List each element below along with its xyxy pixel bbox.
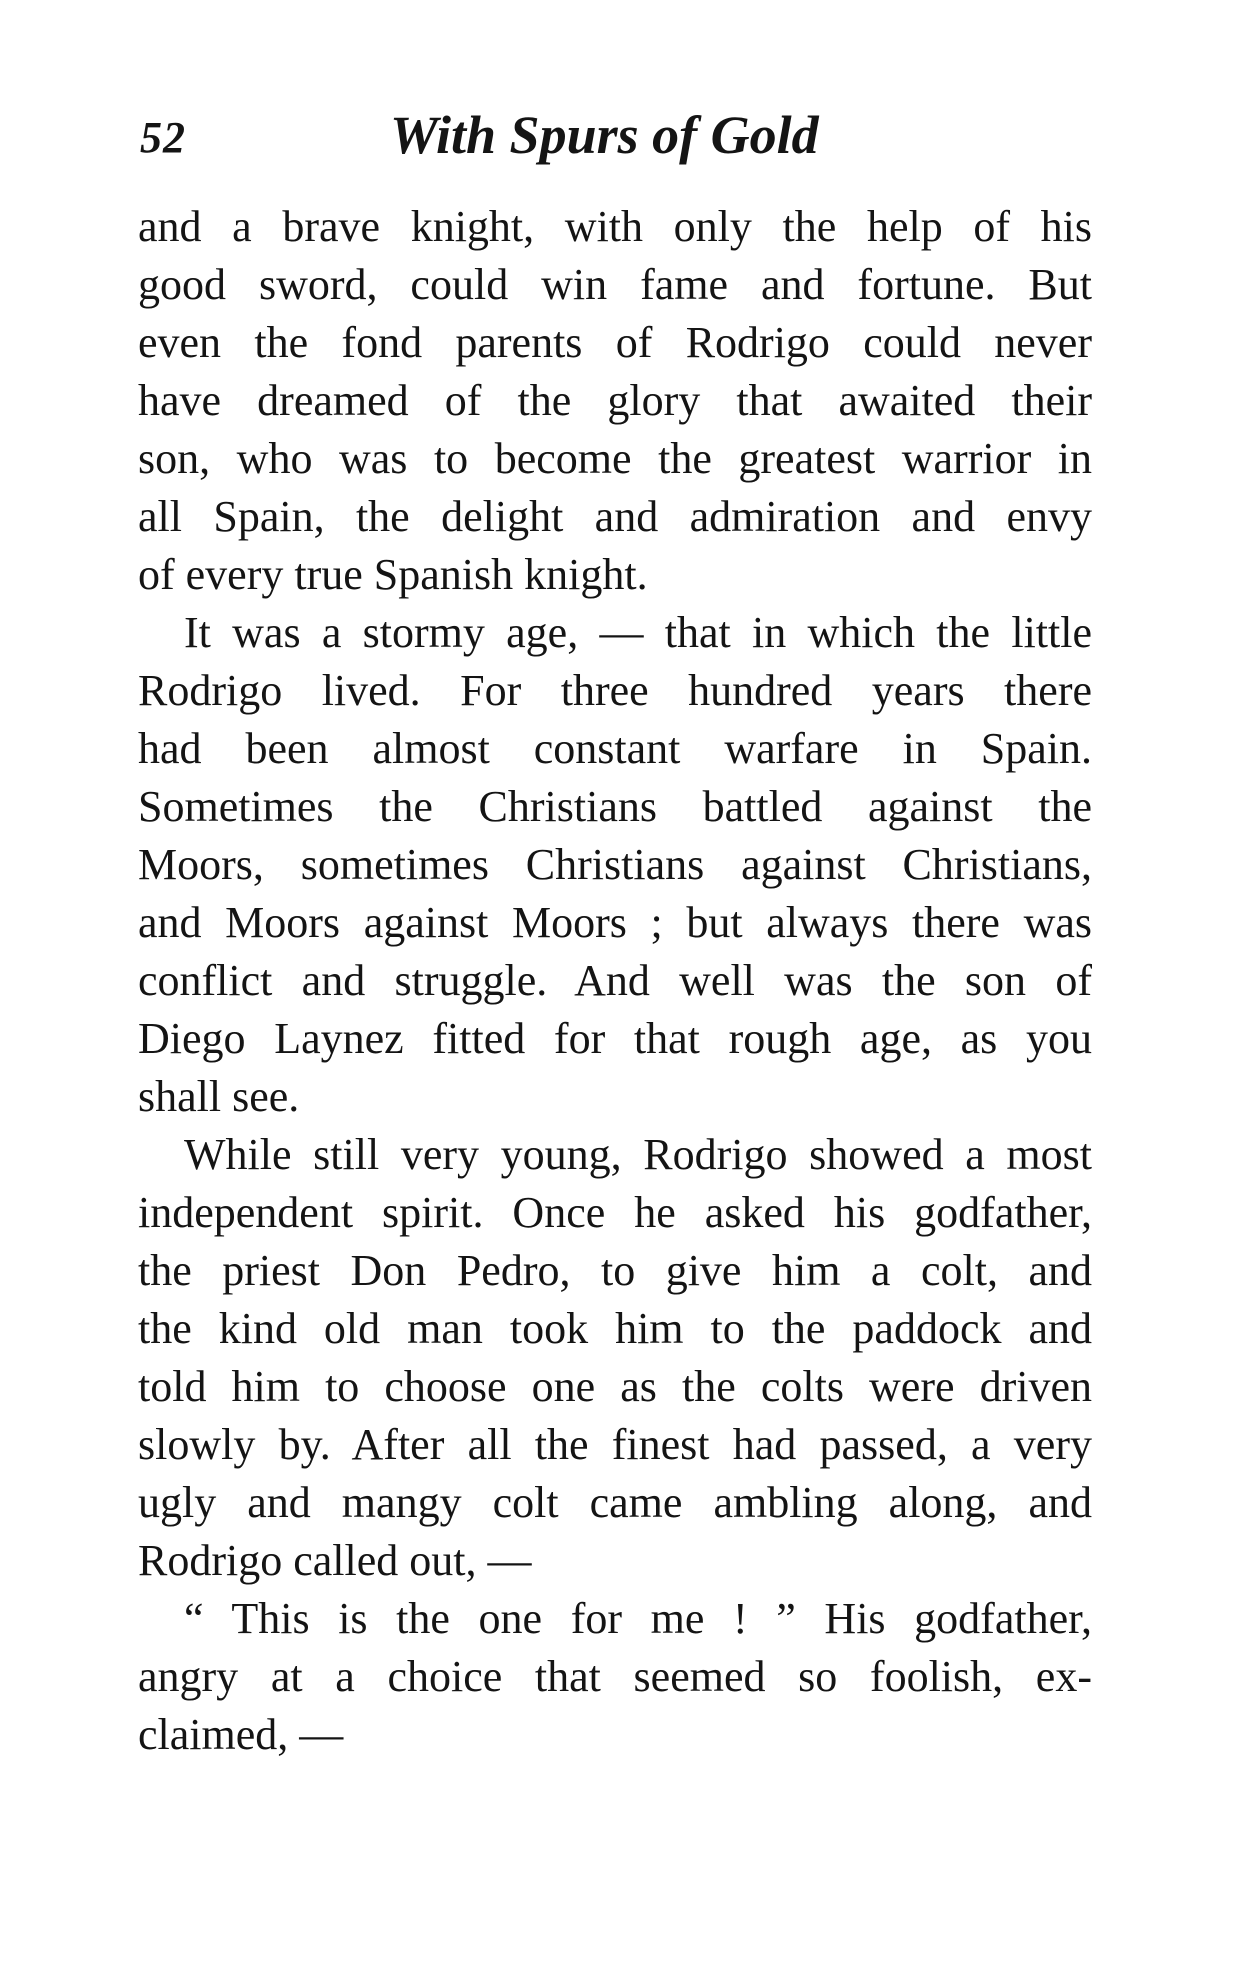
text-line: angry at a choice that seemed so foolish, ex- [138,1652,1092,1701]
paragraph [138,1126,1092,1590]
text-line: claimed, — [138,1710,344,1759]
text-line: Sometimes the Christians battled against the [138,782,1092,831]
text-line: Rodrigo called out, — [138,1536,532,1585]
text-line: conflict and struggle. And well was the son of [138,956,1092,1005]
text-line: even the fond parents of Rodrigo could never [138,318,1092,367]
text-line: independent spirit. Once he asked his godfather, [138,1188,1092,1237]
text-line: While still very young, Rodrigo showed a most [184,1130,1092,1179]
text-line: slowly by. After all the finest had passed, a very [138,1420,1092,1469]
text-line: It was a stormy age, — that in which the little [184,608,1092,657]
paragraph [138,198,1092,604]
page-header [140,105,1090,172]
text-line: the priest Don Pedro, to give him a colt, and [138,1246,1092,1295]
text-line: Moors, sometimes Christians against Christians, [138,840,1092,889]
text-line: have dreamed of the glory that awaited their [138,376,1092,425]
text-line: Diego Laynez fitted for that rough age, as you [138,1014,1092,1063]
running-title: With Spurs of Gold [390,105,819,165]
paragraph [138,1590,1092,1764]
text-line: son, who was to become the greatest warrior in [138,434,1092,483]
text-line: of every true Spanish knight. [138,550,648,599]
page-number: 52 [140,113,186,162]
text-line: and Moors against Moors ; but always there was [138,898,1092,947]
text-line: shall see. [138,1072,300,1121]
text-line: “ This is the one for me ! ” His godfather, [184,1594,1092,1643]
text-line: ugly and mangy colt came ambling along, and [138,1478,1092,1527]
text-line: the kind old man took him to the paddock and [138,1304,1092,1353]
paragraph [138,604,1092,1126]
text-line: Rodrigo lived. For three hundred years there [138,666,1092,715]
text-line: all Spain, the delight and admiration and envy [138,492,1092,541]
body-text [138,198,1092,1764]
text-line: and a brave knight, with only the help of his [138,202,1092,251]
text-line: told him to choose one as the colts were driven [138,1362,1092,1411]
text-line: good sword, could win fame and fortune. But [138,260,1092,309]
text-line: had been almost constant warfare in Spain. [138,724,1092,773]
